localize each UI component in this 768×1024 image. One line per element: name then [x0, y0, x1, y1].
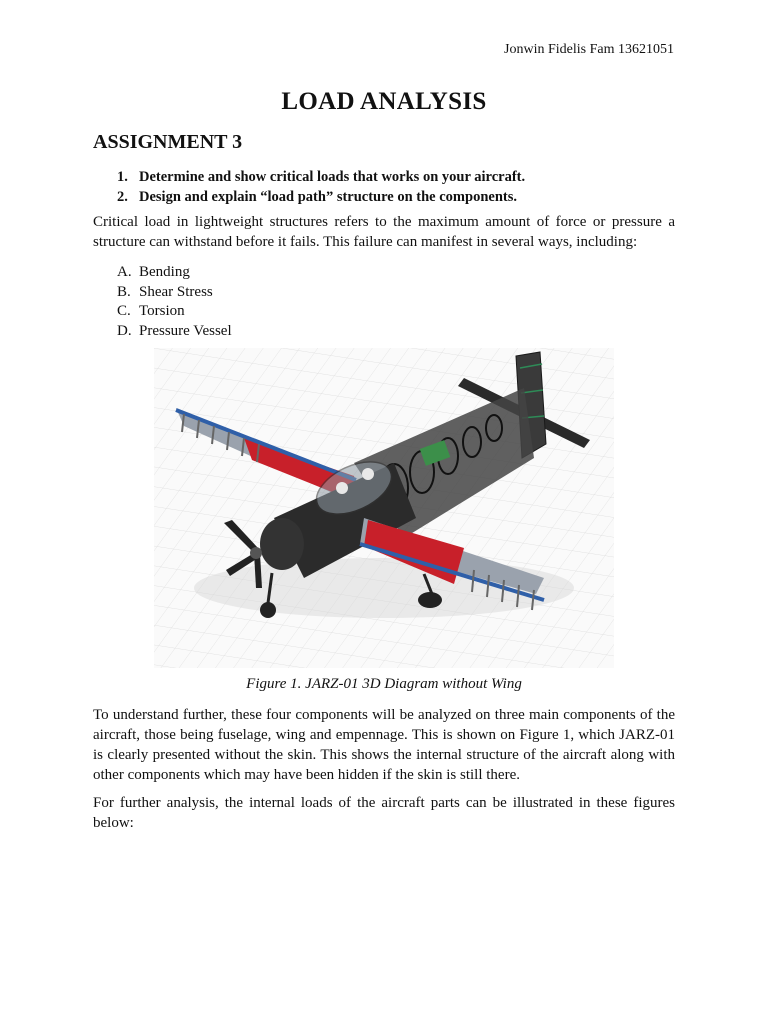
load-type-letter: C.: [117, 303, 131, 319]
author-header: Jonwin Fidelis Fam 13621051: [504, 42, 674, 57]
load-type-text: Shear Stress: [139, 283, 213, 300]
task-item: [117, 187, 525, 207]
load-type-letter: B.: [117, 283, 131, 300]
load-type-text: Torsion: [139, 303, 185, 319]
aircraft-3d-diagram: [154, 348, 614, 668]
engine-cowling: [260, 518, 304, 570]
main-wheel: [418, 592, 442, 608]
spinner: [250, 547, 262, 559]
figure-caption: Figure 1. JARZ-01 3D Diagram without Wing: [246, 676, 522, 692]
assignment-heading: ASSIGNMENT 3: [93, 131, 243, 153]
load-type-item: [117, 263, 232, 283]
analysis-paragraph: To understand further, these four components will be analyzed on three main components of the aircraft, those being fuselage, wing and empennage. This is shown on Figure 1, which JARZ-01 is clearly presented without the skin. This shows the internal structure of the aircraft along with other components which may have been hidden if the skin is still there.: [93, 707, 675, 783]
pilot-front: [336, 482, 348, 494]
load-type-letter: D.: [117, 322, 132, 339]
further-analysis-paragraph: For further analysis, the internal loads of the aircraft parts can be illustrated in these figures below:: [93, 795, 675, 831]
load-type-text: Pressure Vessel: [139, 322, 232, 339]
load-type-item: [117, 302, 232, 322]
load-type-item: [117, 283, 232, 303]
task-text: Design and explain “load path” structure on the components.: [139, 189, 517, 205]
load-type-text: Bending: [139, 264, 190, 280]
load-type-item: [117, 322, 232, 342]
intro-paragraph: Critical load in lightweight structures refers to the maximum amount of force or pressure a structure can withstand before it fails. This failure can manifest in several ways, including:: [93, 214, 675, 250]
load-type-letter: A.: [117, 264, 132, 280]
task-item: [117, 167, 525, 187]
task-list: [117, 167, 525, 207]
task-text: Determine and show critical loads that works on your aircraft.: [139, 169, 526, 185]
load-type-list: [117, 263, 232, 341]
nose-wheel: [260, 602, 276, 618]
pilot-rear: [362, 468, 374, 480]
task-number: 2.: [117, 189, 128, 205]
task-number: 1.: [117, 169, 128, 185]
page-title: LOAD ANALYSIS: [281, 88, 487, 115]
